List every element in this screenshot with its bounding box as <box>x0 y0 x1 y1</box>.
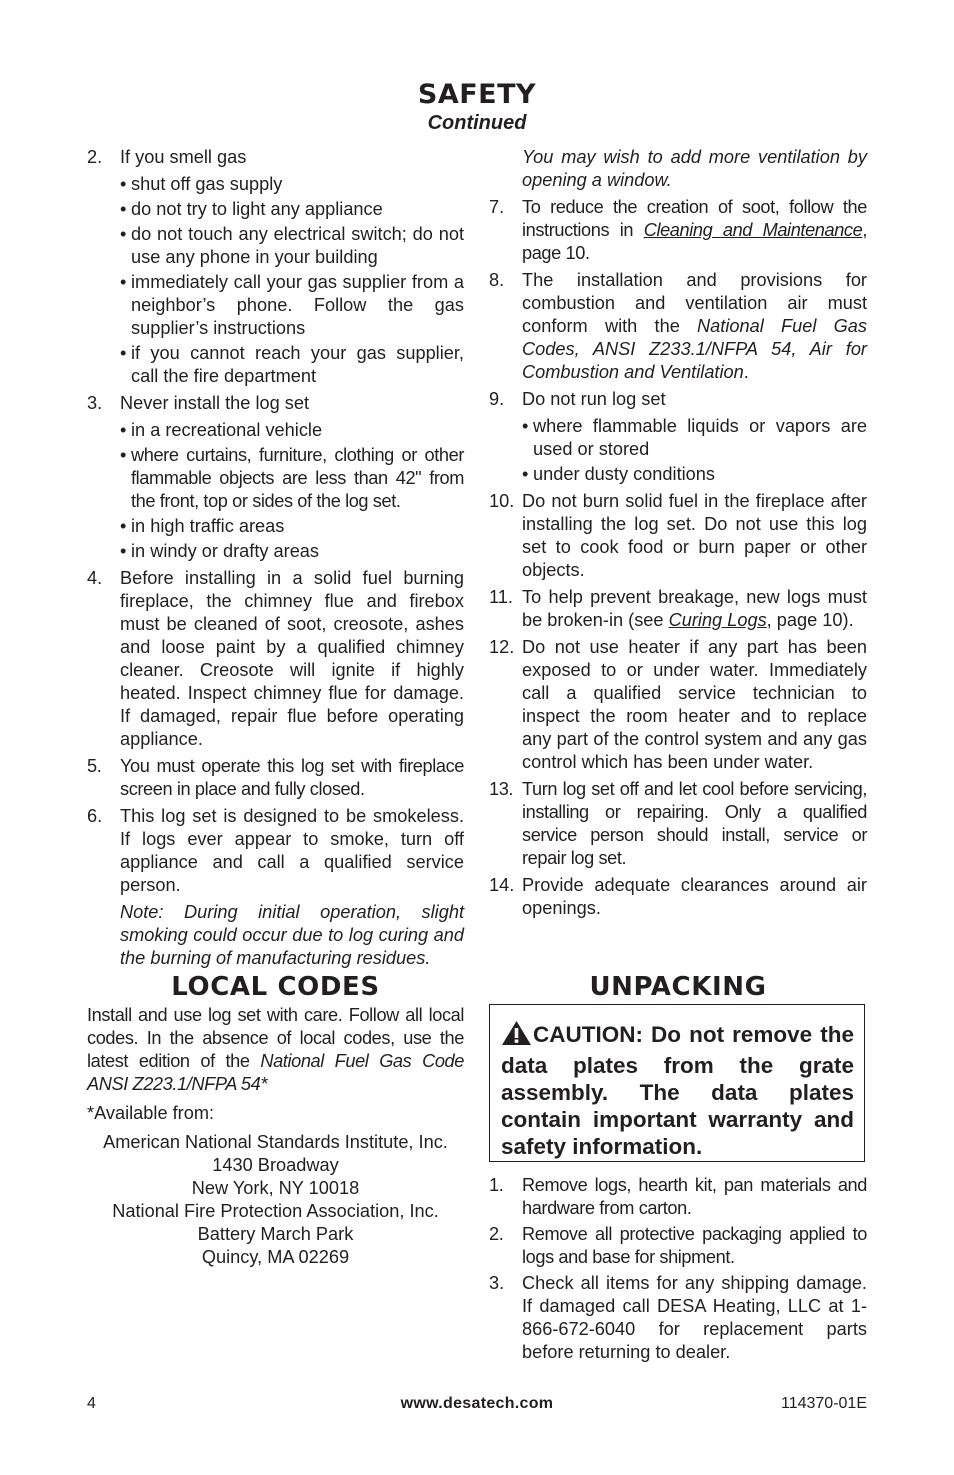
item-number: 10. <box>489 491 515 511</box>
nfpa-address <box>87 1200 464 1269</box>
item-number: 11. <box>489 587 513 607</box>
ansi-address <box>87 1131 464 1200</box>
item-text-a: To help prevent breakage, new logs must be broken-in (see <box>522 587 867 630</box>
safety-item-10 <box>489 490 867 582</box>
item-text: If you smell gas <box>120 147 247 167</box>
item-text: Provide adequate clearances around air openings. <box>522 875 867 918</box>
address-line: 1430 Broadway <box>212 1155 339 1175</box>
bullet-item: • where curtains, furniture, clothing or other flammable objects are less than 42" from the front, top or sides of the log set. <box>120 444 464 513</box>
item-text: You must operate this log set with fireplace screen in place and fully closed. <box>120 756 464 799</box>
bullet-item: • if you cannot reach your gas supplier, call the fire department <box>120 342 464 388</box>
local-codes-title: LOCAL CODES <box>171 972 380 1002</box>
item-text: Never install the log set <box>120 393 310 413</box>
caution-text: CAUTION: Do not remove the data plates from the grate assembly. The data plates contain important warranty and safety information. <box>501 1022 854 1159</box>
safety-item-7 <box>489 196 867 265</box>
unpacking-item-3 <box>489 1272 867 1364</box>
unpacking-list <box>489 1174 867 1367</box>
item-note: Note: During initial operation, slight smoking could occur due to log curing and the burning of manufacturing residues. <box>120 902 464 968</box>
safety-item-6 <box>87 805 464 970</box>
item-text: Do not run log set <box>522 389 666 409</box>
website-url: www.desatech.com <box>400 1395 554 1412</box>
bullet-list <box>120 173 464 388</box>
item-text <box>522 586 867 632</box>
page-number: 4 <box>87 1395 96 1412</box>
item-text: Turn log set off and let cool before servicing, installing or repairing. Only a qualified service person should install, service or repair log set. <box>522 779 867 868</box>
bullet-item: • in high traffic areas <box>120 515 464 538</box>
document-code: 114370-01E <box>781 1395 867 1412</box>
item-number: 2. <box>489 1224 504 1244</box>
item-note: You may wish to add more ventilation by opening a window. <box>522 147 867 190</box>
item-number: 7. <box>489 197 505 217</box>
item-text-a: The installation and provisions for combustion and ventilation air must conform with the <box>522 270 867 336</box>
safety-item-12 <box>489 636 867 774</box>
cleaning-maintenance-link[interactable]: Cleaning and Maintenance <box>643 220 863 240</box>
bullet-item: • in windy or drafty areas <box>120 540 464 563</box>
item-text-italic: National Fuel Gas Codes, ANSI Z233.1/NFPA 54, Air for Combustion and Ventilation <box>522 316 867 382</box>
item-text: Before installing in a solid fuel burning fireplace, the chimney flue and firebox must be cleaned of soot, creosote, ashes and loose paint by a qualified chimney cleaner. Creosote will ignite if highly heated. Inspect chimney flue for damage. If damaged, repair flue before operating appliance. <box>120 568 464 749</box>
warning-triangle-icon <box>501 1020 532 1052</box>
bullet-item: • where flammable liquids or vapors are used or stored <box>522 415 867 461</box>
local-codes-paragraph <box>87 1004 464 1096</box>
paragraph-text: Install and use log set with care. Follow all local codes. In the absence of local codes, use the latest edition of the <box>87 1005 464 1071</box>
item-text-b: , page 10). <box>766 610 854 630</box>
item-number: 8. <box>489 270 505 290</box>
item-text <box>522 196 867 265</box>
safety-item-6-continued <box>489 146 867 192</box>
item-text: Do not use heater if any part has been exposed to or under water. Immediately call a qualified service technician to inspect the room heater and to replace any part of the control system and any gas control which has been under water. <box>522 637 867 772</box>
bullet-item: • immediately call your gas supplier from a neighbor’s phone. Follow the gas supplier’s instructions <box>120 271 464 340</box>
address-line: American National Standards Institute, Inc. <box>103 1132 448 1152</box>
address-line: Quincy, MA 02269 <box>201 1247 350 1267</box>
address-line: National Fire Protection Association, Inc. <box>112 1201 439 1221</box>
curing-logs-link[interactable]: Curing Logs <box>668 610 767 630</box>
bullet-list <box>120 419 464 563</box>
item-number: 3. <box>489 1273 505 1293</box>
item-text: Do not burn solid fuel in the fireplace after installing the log set. Do not use this log set to cook food or burn paper or other objects. <box>522 491 867 580</box>
item-number: 6. <box>87 806 103 826</box>
safety-item-5 <box>87 755 464 801</box>
safety-item-11 <box>489 586 867 632</box>
item-number: 4. <box>87 568 103 588</box>
item-number: 2. <box>87 147 103 167</box>
safety-right-column <box>489 146 867 924</box>
unpacking-item-1 <box>489 1174 867 1220</box>
bullet-item: • shut off gas supply <box>120 173 464 196</box>
item-text: This log set is designed to be smokeless. If logs ever appear to smoke, turn off appliance and call a qualified service person. <box>120 806 464 895</box>
safety-item-8 <box>489 269 867 384</box>
item-number: 1. <box>489 1175 504 1195</box>
bullet-item: • do not touch any electrical switch; do not use any phone in your building <box>120 223 464 269</box>
bullet-item: • do not try to light any appliance <box>120 198 464 221</box>
address-line: Battery March Park <box>197 1224 354 1244</box>
bullet-list <box>522 415 867 486</box>
item-text: Check all items for any shipping damage. If damaged call DESA Heating, LLC at 1-866-672-6040 for replacement parts before returning to dealer. <box>522 1273 867 1362</box>
safety-item-4 <box>87 567 464 751</box>
bullet-item: • under dusty conditions <box>522 463 867 486</box>
page-subtitle: Continued <box>427 112 527 134</box>
safety-left-column <box>87 146 464 974</box>
caution-box <box>489 1004 865 1162</box>
item-text-b: . <box>743 362 749 382</box>
item-text-b: , page 10. <box>522 220 867 263</box>
item-text-a: To reduce the creation of soot, follow the instructions in <box>522 197 867 240</box>
item-text <box>522 269 867 384</box>
item-text: Remove all protective packaging applied to logs and base for shipment. <box>522 1224 867 1267</box>
available-from: *Available from: <box>87 1103 215 1123</box>
local-codes-body <box>87 1004 464 1269</box>
safety-item-3 <box>87 392 464 563</box>
unpacking-title: UNPACKING <box>589 972 767 1002</box>
safety-item-2 <box>87 146 464 388</box>
address-line: New York, NY 10018 <box>191 1178 360 1198</box>
safety-item-14 <box>489 874 867 920</box>
item-number: 9. <box>489 389 505 409</box>
section-header <box>0 78 954 135</box>
unpacking-item-2 <box>489 1223 867 1269</box>
page-title: SAFETY <box>417 79 537 110</box>
item-number: 5. <box>87 756 102 776</box>
paragraph-italic: National Fuel Gas Code ANSI Z223.1/NFPA 54* <box>87 1051 464 1094</box>
item-number: 13. <box>489 779 514 799</box>
item-number: 3. <box>87 393 103 413</box>
item-number: 14. <box>489 875 515 895</box>
bullet-item: • in a recreational vehicle <box>120 419 464 442</box>
safety-item-13 <box>489 778 867 870</box>
safety-item-9 <box>489 388 867 486</box>
item-number: 12. <box>489 637 515 657</box>
item-text: Remove logs, hearth kit, pan materials and hardware from carton. <box>522 1175 867 1218</box>
